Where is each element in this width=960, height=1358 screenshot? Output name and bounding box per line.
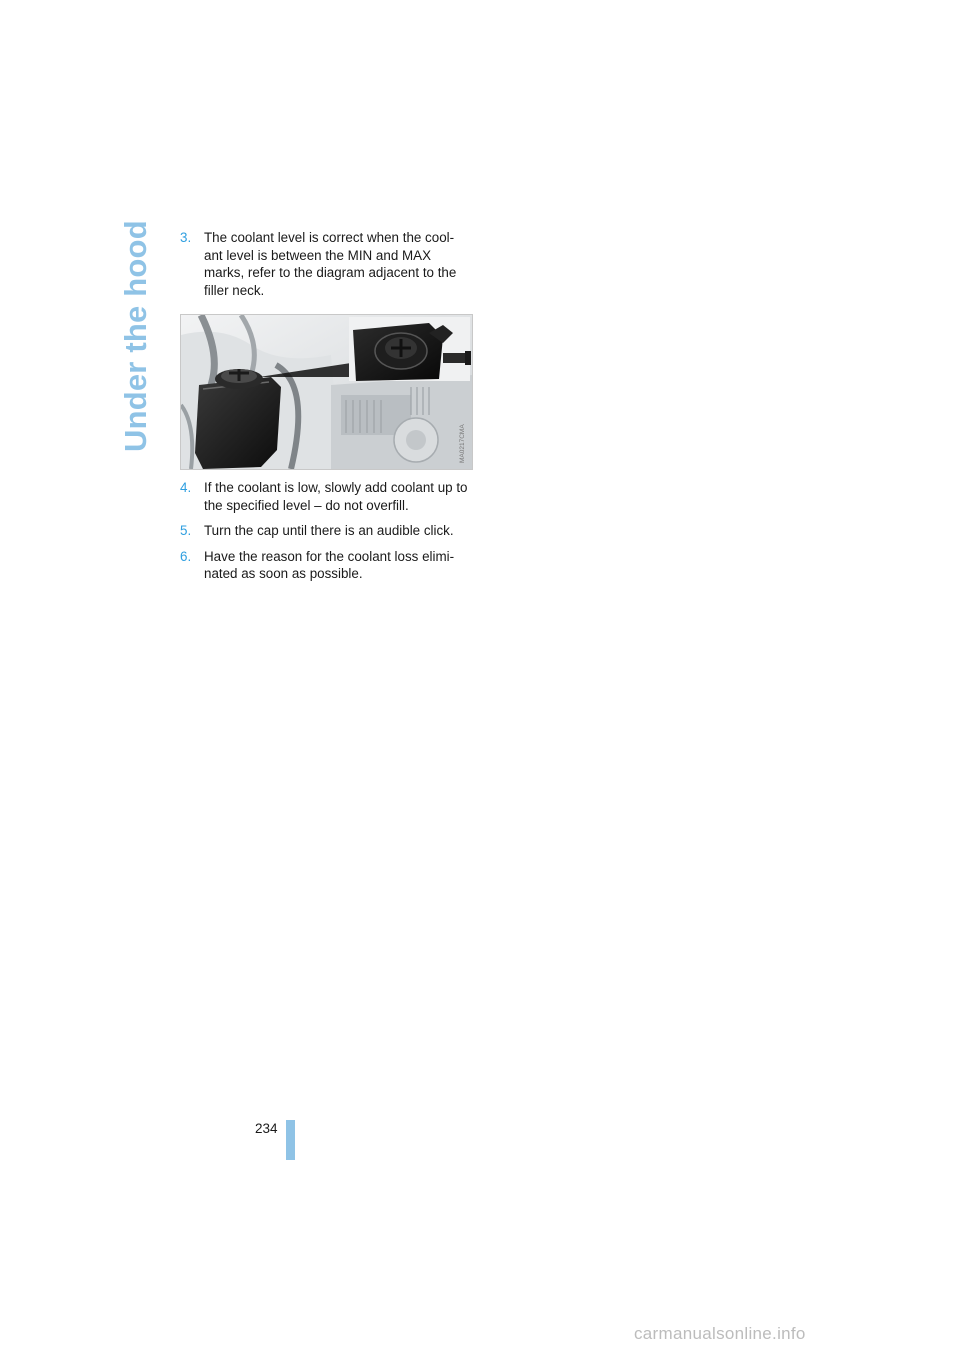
step-number: 3. xyxy=(180,230,192,245)
watermark-link[interactable]: carmanualsonline.info xyxy=(634,1324,806,1343)
coolant-reservoir-figure xyxy=(180,314,473,470)
step-item xyxy=(180,522,480,540)
step-number: 4. xyxy=(180,480,192,495)
page-number: 234 xyxy=(255,1121,278,1136)
step-number: 5. xyxy=(180,523,192,539)
step-number: 6. xyxy=(180,548,192,564)
step-text: Turn the cap until there is an audible click. xyxy=(204,523,454,539)
margin-tab-bar xyxy=(286,1120,295,1160)
step-item xyxy=(180,479,480,514)
step-item xyxy=(180,229,480,299)
step-item xyxy=(180,548,480,583)
steps-list-top xyxy=(180,229,480,299)
section-title: Under the hood xyxy=(118,220,153,452)
steps-list-bottom xyxy=(180,479,480,583)
step-text: The coolant level is correct when the cool- ant level is between the MIN and MAX marks, refer to the diagram adjacent to the filler neck. xyxy=(204,230,457,298)
step-text: Have the reason for the coolant loss elimi- nated as soon as possible. xyxy=(204,548,455,582)
figure-code: MA0217CMA xyxy=(459,424,466,463)
step-text: If the coolant is low, slowly add coolant up to the specified level – do not overfill. xyxy=(204,480,468,513)
coolant-reservoir-illustration xyxy=(181,315,472,469)
